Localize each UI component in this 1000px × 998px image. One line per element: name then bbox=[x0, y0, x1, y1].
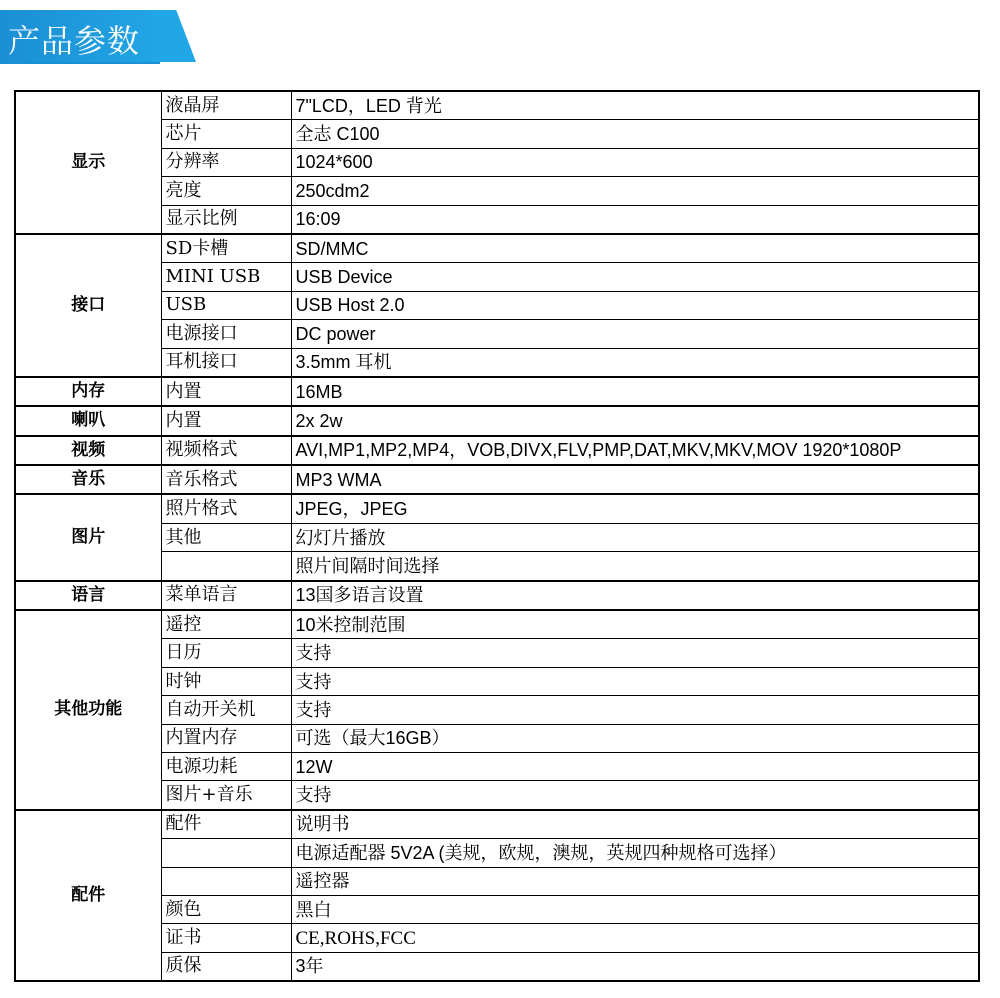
spec-label: 分辨率 bbox=[161, 148, 291, 176]
spec-value: 2x 2w bbox=[291, 406, 979, 435]
table-row bbox=[15, 465, 979, 494]
spec-value: CE,ROHS,FCC bbox=[291, 924, 979, 952]
category-cell: 内存 bbox=[15, 377, 161, 406]
spec-label: 内置内存 bbox=[161, 724, 291, 752]
table-row bbox=[15, 91, 979, 120]
spec-table bbox=[14, 90, 980, 982]
spec-value: SD/MMC bbox=[291, 234, 979, 263]
table-row bbox=[15, 610, 979, 639]
spec-value: USB Host 2.0 bbox=[291, 291, 979, 319]
spec-label: USB bbox=[161, 291, 291, 319]
section-title: 产品参数 bbox=[8, 22, 141, 60]
spec-label: 遥控 bbox=[161, 610, 291, 639]
spec-label: 自动开关机 bbox=[161, 696, 291, 724]
spec-value: 7"LCD，LED 背光 bbox=[291, 91, 979, 120]
spec-value: 13国多语言设置 bbox=[291, 581, 979, 610]
table-row bbox=[15, 581, 979, 610]
spec-value: 可选（最大16GB） bbox=[291, 724, 979, 752]
spec-value: 3.5mm 耳机 bbox=[291, 348, 979, 377]
category-cell: 其他功能 bbox=[15, 610, 161, 810]
spec-value: 16:09 bbox=[291, 205, 979, 234]
category-cell: 语言 bbox=[15, 581, 161, 610]
category-cell: 显示 bbox=[15, 91, 161, 234]
spec-label: 液晶屏 bbox=[161, 91, 291, 120]
table-row bbox=[15, 810, 979, 839]
spec-label: 视频格式 bbox=[161, 436, 291, 465]
spec-value: 电源适配器 5V2A (美规，欧规，澳规，英规四种规格可选择） bbox=[291, 839, 979, 867]
banner-underline bbox=[0, 62, 160, 64]
table-row bbox=[15, 436, 979, 465]
spec-value: AVI,MP1,MP2,MP4，VOB,DIVX,FLV,PMP,DAT,MKV,MKV,MOV 1920*1080P bbox=[291, 436, 979, 465]
spec-label: 芯片 bbox=[161, 120, 291, 148]
spec-label bbox=[161, 867, 291, 895]
spec-label: 内置 bbox=[161, 406, 291, 435]
spec-value: JPEG，JPEG bbox=[291, 494, 979, 523]
spec-value: MP3 WMA bbox=[291, 465, 979, 494]
spec-label bbox=[161, 839, 291, 867]
spec-label: 照片格式 bbox=[161, 494, 291, 523]
category-cell: 配件 bbox=[15, 810, 161, 981]
spec-value: 支持 bbox=[291, 781, 979, 810]
spec-label: 显示比例 bbox=[161, 205, 291, 234]
table-row bbox=[15, 494, 979, 523]
spec-value: 支持 bbox=[291, 639, 979, 667]
spec-label: 图片+音乐 bbox=[161, 781, 291, 810]
spec-label: 电源功耗 bbox=[161, 752, 291, 780]
category-cell: 视频 bbox=[15, 436, 161, 465]
spec-label: 配件 bbox=[161, 810, 291, 839]
table-row bbox=[15, 406, 979, 435]
spec-label: 质保 bbox=[161, 952, 291, 981]
spec-label: 内置 bbox=[161, 377, 291, 406]
spec-label: 时钟 bbox=[161, 667, 291, 695]
spec-label: 菜单语言 bbox=[161, 581, 291, 610]
banner-slant bbox=[152, 10, 196, 62]
spec-label: SD卡槽 bbox=[161, 234, 291, 263]
category-cell: 接口 bbox=[15, 234, 161, 377]
category-cell: 图片 bbox=[15, 494, 161, 580]
spec-label: 证书 bbox=[161, 924, 291, 952]
spec-value: USB Device bbox=[291, 263, 979, 291]
spec-value: 黑白 bbox=[291, 895, 979, 923]
spec-label: 日历 bbox=[161, 639, 291, 667]
spec-value: 250cdm2 bbox=[291, 177, 979, 205]
spec-label: 颜色 bbox=[161, 895, 291, 923]
spec-value: 照片间隔时间选择 bbox=[291, 552, 979, 581]
spec-value: 支持 bbox=[291, 696, 979, 724]
spec-value: 遥控器 bbox=[291, 867, 979, 895]
spec-value: 1024*600 bbox=[291, 148, 979, 176]
spec-label: 亮度 bbox=[161, 177, 291, 205]
spec-value: 全志 C100 bbox=[291, 120, 979, 148]
section-banner bbox=[0, 10, 196, 62]
spec-value: 说明书 bbox=[291, 810, 979, 839]
table-row bbox=[15, 234, 979, 263]
spec-value: 10米控制范围 bbox=[291, 610, 979, 639]
spec-value: 16MB bbox=[291, 377, 979, 406]
spec-value: 幻灯片播放 bbox=[291, 523, 979, 551]
spec-label: MINI USB bbox=[161, 263, 291, 291]
spec-label bbox=[161, 552, 291, 581]
spec-label: 音乐格式 bbox=[161, 465, 291, 494]
spec-label: 其他 bbox=[161, 523, 291, 551]
spec-value: 支持 bbox=[291, 667, 979, 695]
spec-value: DC power bbox=[291, 320, 979, 348]
category-cell: 音乐 bbox=[15, 465, 161, 494]
spec-value: 12W bbox=[291, 752, 979, 780]
spec-label: 电源接口 bbox=[161, 320, 291, 348]
spec-label: 耳机接口 bbox=[161, 348, 291, 377]
table-row bbox=[15, 377, 979, 406]
category-cell: 喇叭 bbox=[15, 406, 161, 435]
spec-value: 3年 bbox=[291, 952, 979, 981]
